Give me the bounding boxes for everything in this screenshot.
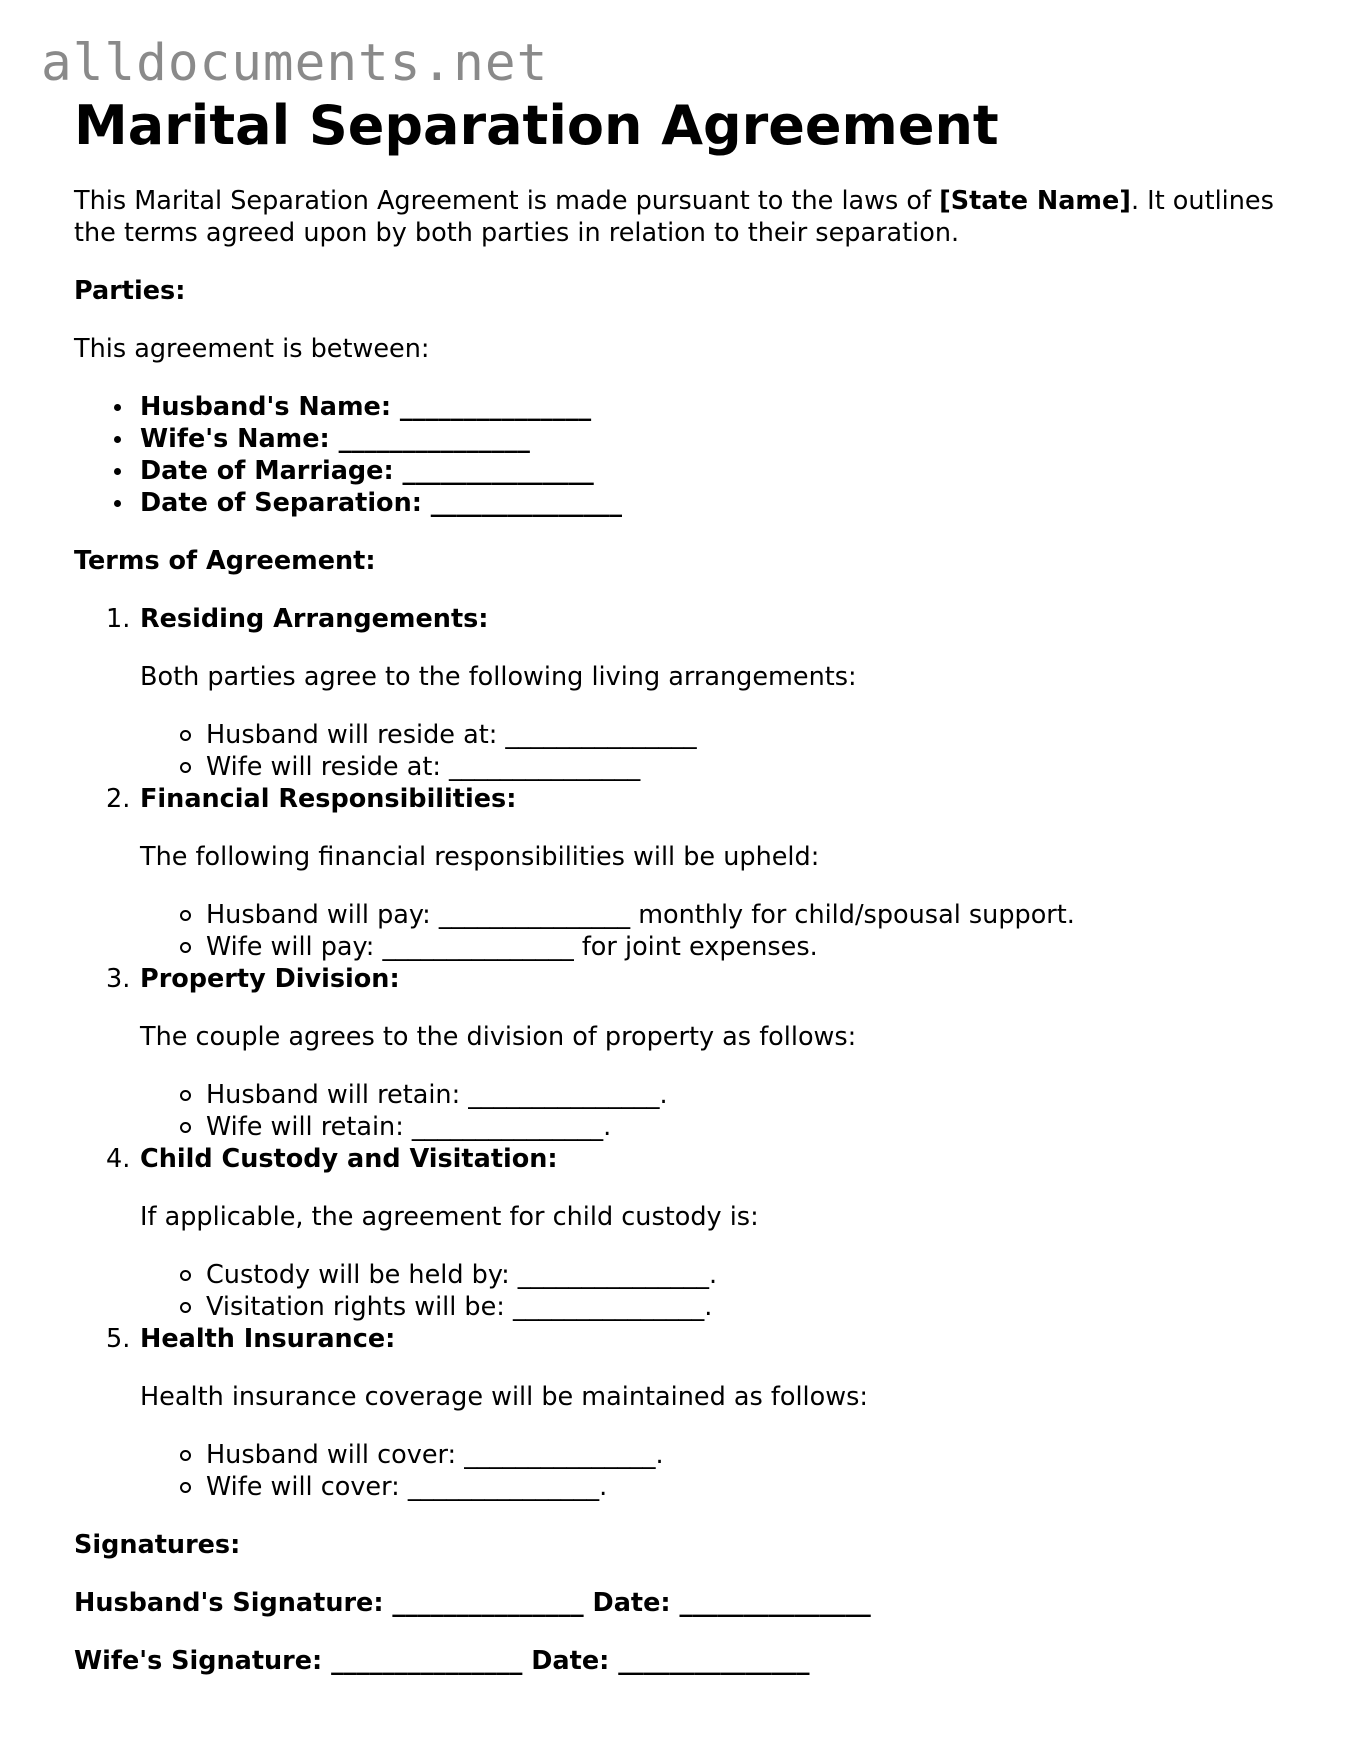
term-number: 5.: [106, 1324, 131, 1354]
list-item: Wife will retain: _______________.: [206, 1111, 1294, 1143]
term-title: Residing Arrangements:: [140, 604, 489, 634]
wife-signature-line: Wife's Signature: _______________ Date: _______________: [74, 1646, 810, 1676]
parties-list: [74, 391, 1294, 519]
list-item: Wife will pay: _______________ for joint expenses.: [206, 931, 1294, 963]
document-title: Marital Separation Agreement: [74, 94, 999, 157]
term-health-insurance: [106, 1323, 1294, 1503]
term-number: 4.: [106, 1144, 131, 1174]
party-date-of-marriage: Date of Marriage: _______________: [140, 455, 1294, 487]
list-item: Husband will reside at: _______________: [206, 719, 1294, 751]
term-title: Property Division:: [140, 964, 400, 994]
intro-text-after: . It outlines the terms agreed upon by both parties in relation to their separation.: [74, 186, 1274, 248]
term-title: Health Insurance:: [140, 1324, 396, 1354]
list-item: Wife will cover: _______________.: [206, 1471, 1294, 1503]
list-item: Husband will cover: _______________.: [206, 1439, 1294, 1471]
intro-paragraph: [74, 185, 1294, 249]
term-sublist: [140, 1439, 1294, 1503]
term-number: 1.: [106, 604, 131, 634]
party-date-of-separation: Date of Separation: _______________: [140, 487, 1294, 519]
term-sublist: [140, 719, 1294, 783]
term-sublist: [140, 899, 1294, 963]
term-intro: Health insurance coverage will be maintained as follows:: [140, 1382, 868, 1412]
list-item: Custody will be held by: _______________.: [206, 1259, 1294, 1291]
term-number: 2.: [106, 784, 131, 814]
term-intro: The following financial responsibilities will be upheld:: [140, 842, 820, 872]
list-item: Husband will pay: _______________ monthly for child/spousal support.: [206, 899, 1294, 931]
term-residing-arrangements: [106, 603, 1294, 783]
term-number: 3.: [106, 964, 131, 994]
document-page: [74, 92, 1294, 1677]
party-husband-name: Husband's Name: _______________: [140, 391, 1294, 423]
intro-text-before: This Marital Separation Agreement is made pursuant to the laws of: [74, 186, 940, 216]
term-intro: Both parties agree to the following living arrangements:: [140, 662, 857, 692]
term-intro: The couple agrees to the division of property as follows:: [140, 1022, 857, 1052]
term-sublist: [140, 1079, 1294, 1143]
term-sublist: [140, 1259, 1294, 1323]
parties-text: This agreement is between:: [74, 334, 430, 364]
state-name-placeholder: [State Name]: [939, 186, 1131, 216]
term-property-division: [106, 963, 1294, 1143]
list-item: Husband will retain: _______________.: [206, 1079, 1294, 1111]
term-intro: If applicable, the agreement for child custody is:: [140, 1202, 759, 1232]
list-item: Wife will reside at: _______________: [206, 751, 1294, 783]
signatures-heading: Signatures:: [74, 1530, 241, 1560]
parties-heading: Parties:: [74, 276, 186, 306]
term-title: Financial Responsibilities:: [140, 784, 517, 814]
terms-heading: Terms of Agreement:: [74, 546, 376, 576]
list-item: Visitation rights will be: _______________.: [206, 1291, 1294, 1323]
term-title: Child Custody and Visitation:: [140, 1144, 558, 1174]
term-child-custody: [106, 1143, 1294, 1323]
watermark: alldocuments.net: [41, 34, 549, 93]
terms-list: [74, 603, 1294, 1503]
term-financial-responsibilities: [106, 783, 1294, 963]
husband-signature-line: Husband's Signature: _______________ Date: _______________: [74, 1588, 871, 1618]
party-wife-name: Wife's Name: _______________: [140, 423, 1294, 455]
